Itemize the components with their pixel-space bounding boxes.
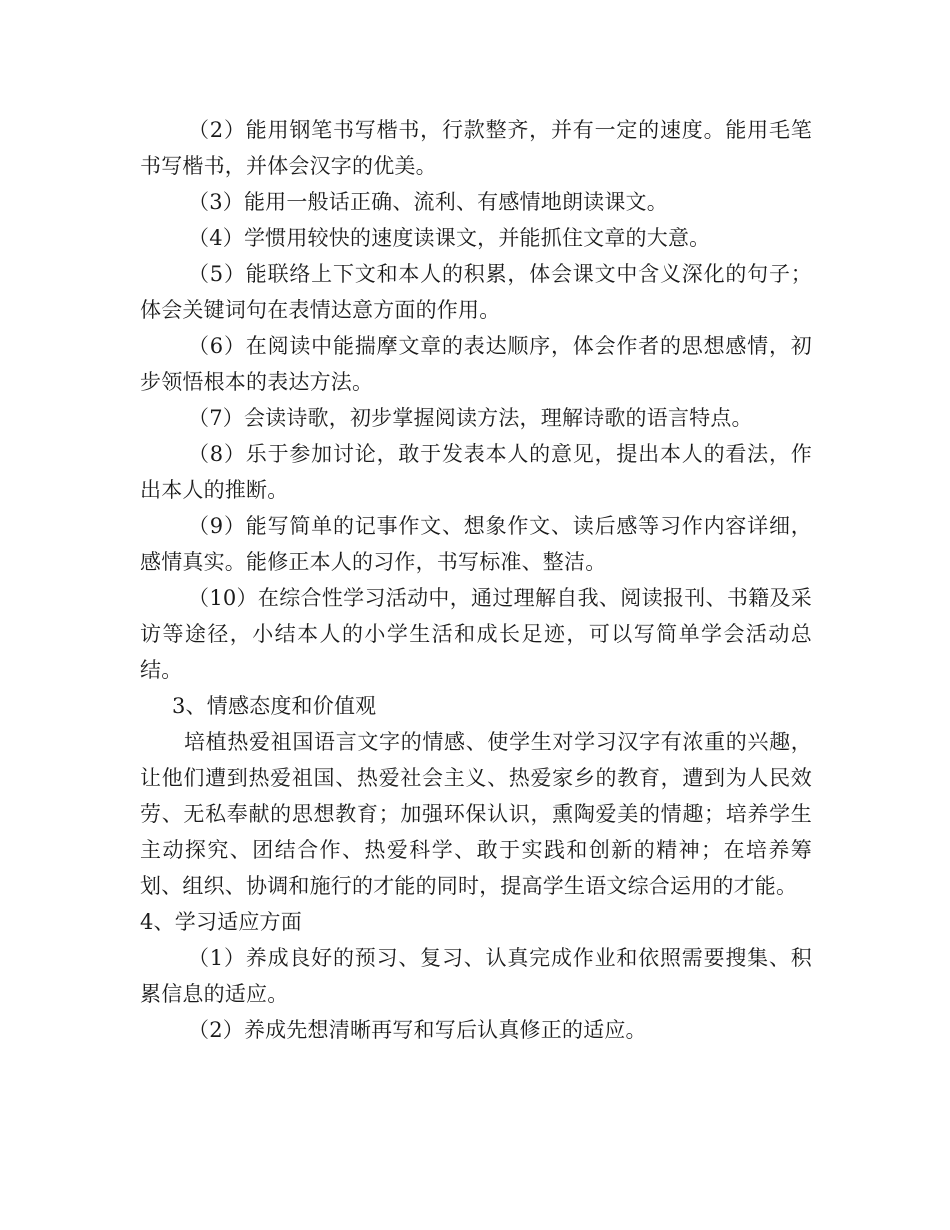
- habit-item-1: （1）养成良好的预习、复习、认真完成作业和依照需要搜集、积累信息的适应。: [140, 946, 812, 1006]
- list-item-3: （3）能用一般话正确、流利、有感情地朗读课文。: [188, 190, 668, 214]
- list-item-7: （7）会读诗歌，初步掌握阅读方法，理解诗歌的语言特点。: [188, 406, 753, 430]
- list-item-4: （4）学惯用较快的速度读课文，并能抓住文章的大意。: [188, 226, 711, 250]
- document-body: [140, 112, 812, 1048]
- list-item-2: （2）能用钢笔书写楷书，行款整齐，并有一定的速度。能用毛笔书写楷书，并体会汉字的优美。: [140, 118, 812, 178]
- list-item-10: （10）在综合性学习活动中，通过理解自我、阅读报刊、书籍及采访等途径，小结本人的小学生活和成长足迹，可以写简单学会活动总结。: [140, 586, 812, 682]
- list-item-8: （8）乐于参加讨论，敢于发表本人的意见，提出本人的看法，作出本人的推断。: [140, 442, 812, 502]
- paragraph-emotion-body: 培植热爱祖国语言文字的情感、使学生对学习汉字有浓重的兴趣，让他们遭到热爱祖国、热爱社会主义、热爱家乡的教育，遭到为人民效劳、无私奉献的思想教育；加强环保认识，熏陶爱美的情趣；培养学生主动探究、团结合作、热爱科学、敢于实践和创新的精神；在培养筹划、组织、协调和施行的才能的同时，提高学生语文综合运用的才能。: [140, 730, 812, 898]
- list-item-9: （9）能写简单的记事作文、想象作文、读后感等习作内容详细，感情真实。能修正本人的习作，书写标准、整洁。: [140, 514, 812, 574]
- section-heading-habits: 4、学习适应方面: [140, 910, 302, 934]
- list-item-5: （5）能联络上下文和本人的积累，体会课文中含义深化的句子；体会关键词句在表情达意方面的作用。: [140, 262, 812, 322]
- list-item-6: （6）在阅读中能揣摩文章的表达顺序，体会作者的思想感情，初步领悟根本的表达方法。: [140, 334, 812, 394]
- section-heading-emotion: 3、情感态度和价值观: [172, 694, 377, 718]
- habit-item-2: （2）养成先想清晰再写和写后认真修正的适应。: [188, 1018, 647, 1042]
